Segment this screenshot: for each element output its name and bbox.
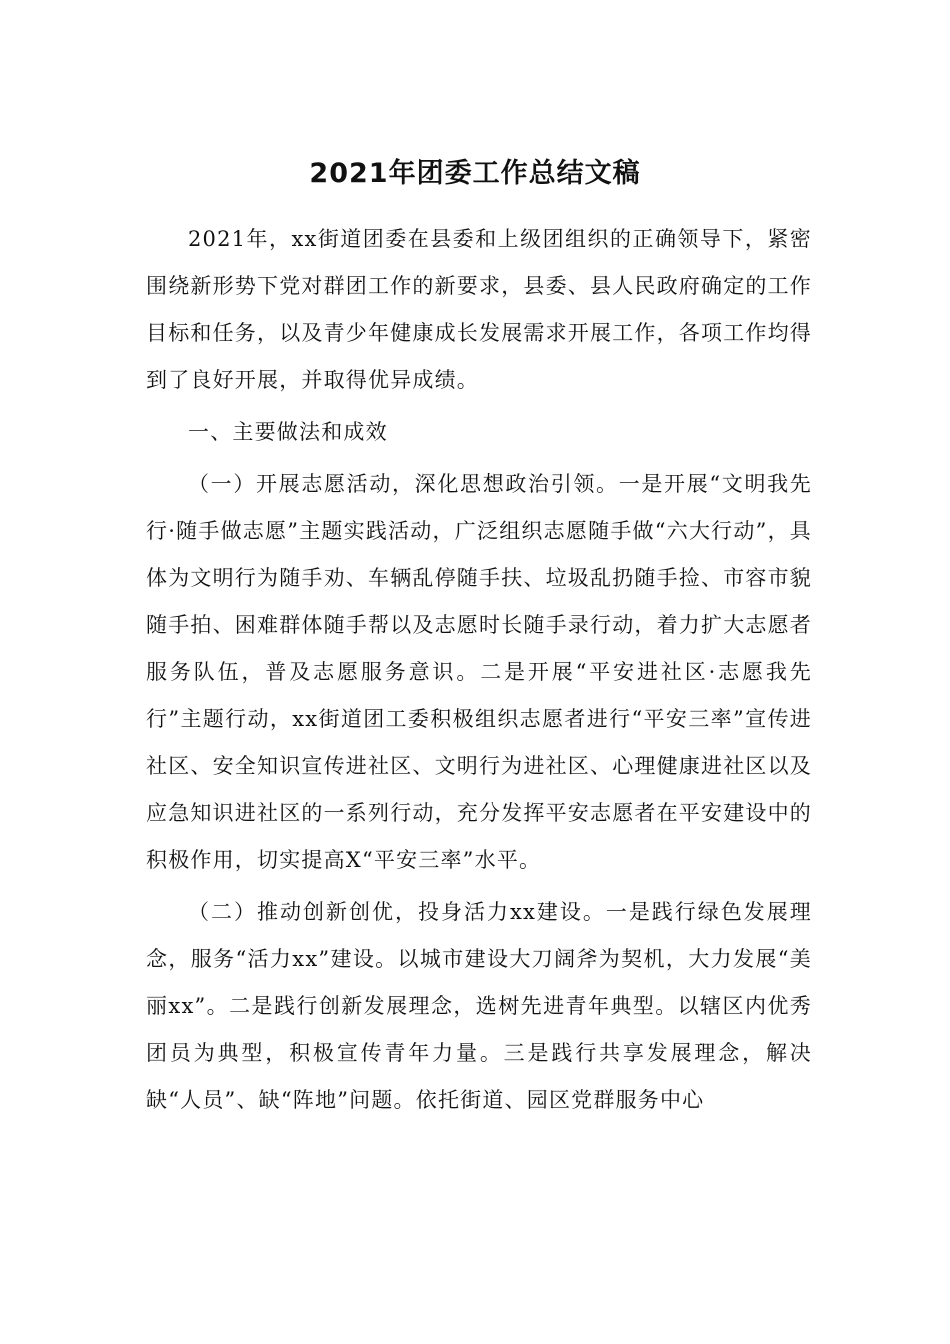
paragraph-innovation: （二）推动创新创优，投身活力xx建设。一是践行绿色发展理念，服务“活力xx”建设。以城市建设大刀阔斧为契机，大力发展“美丽xx”。二是践行创新发展理念，选树先进青年典型。以辖区内优秀团员为典型，积极宣传青年力量。三是践行共享发展理念，解决缺“人员”、缺“阵地”问题。依托街道、园区党群服务中心 [146,900,812,1112]
intro-paragraph: 2021年，xx街道团委在县委和上级团组织的正确领导下，紧密围绕新形势下党对群团工作的新要求，县委、县人民政府确定的工作目标和任务，以及青少年健康成长发展需求开展工作，各项工作均得到了良好开展，并取得优异成绩。 [146,227,812,392]
paragraph-volunteer-activities: （一）开展志愿活动，深化思想政治引领。一是开展“文明我先行·随手做志愿”主题实践活动，广泛组织志愿随手做“六大行动”，具体为文明行为随手劝、车辆乱停随手扶、垃圾乱扔随手捡、市容市貌随手拍、困难群体随手帮以及志愿时长随手录行动，着力扩大志愿者服务队伍，普及志愿服务意识。二是开展“平安进社区·志愿我先行”主题行动，xx街道团工委积极组织志愿者进行“平安三率”宣传进社区、安全知识宣传进社区、文明行为进社区、心理健康进社区以及应急知识进社区的一系列行动，充分发挥平安志愿者在平安建设中的积极作用，切实提高X“平安三率”水平。 [146,472,812,872]
document-body [146,216,812,1129]
document-title: 2021年团委工作总结文稿 [309,158,641,189]
section-heading: 一、主要做法和成效 [188,420,388,444]
